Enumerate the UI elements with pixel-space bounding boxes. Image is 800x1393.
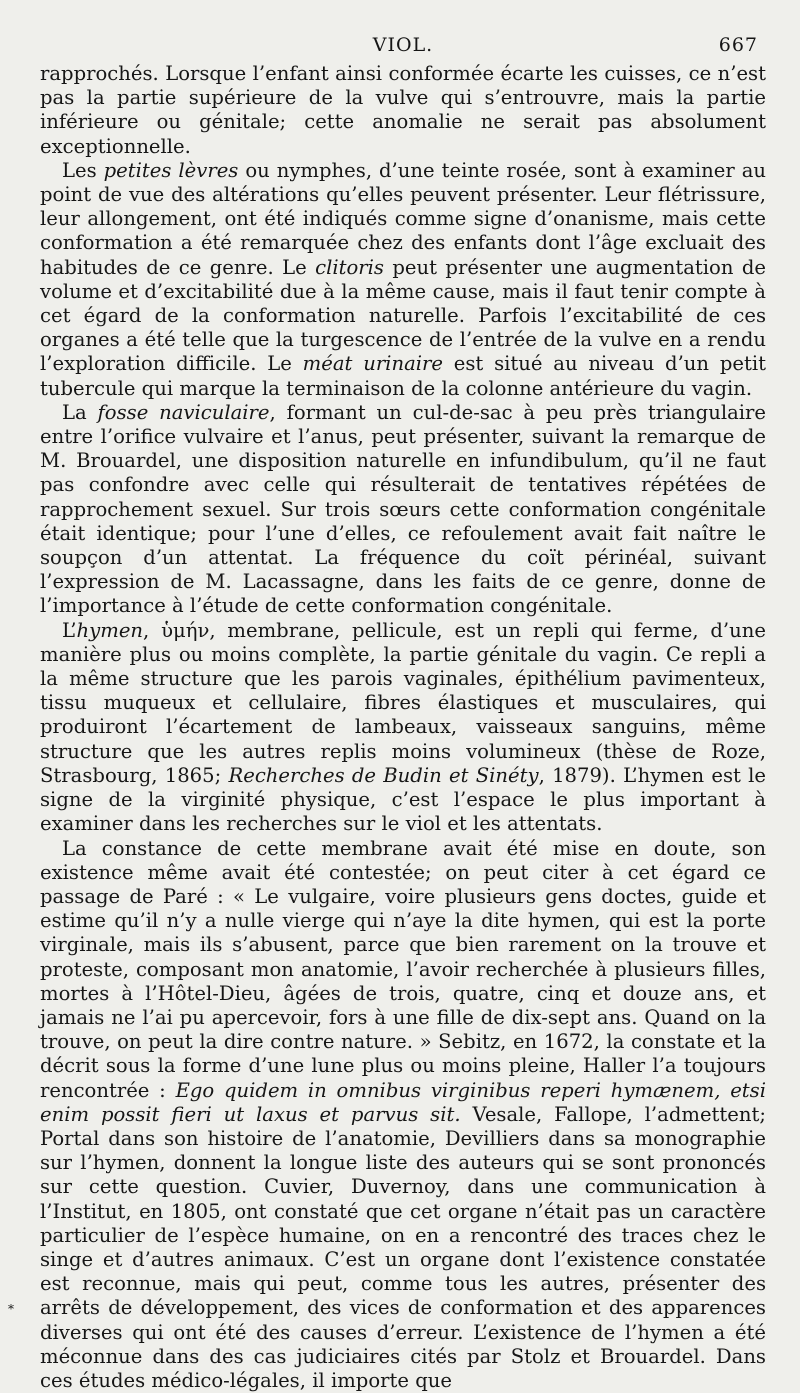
asterisk-mark: * (8, 1302, 14, 1316)
page-number: 667 (719, 34, 758, 56)
italic-term: méat urinaire (303, 352, 443, 375)
running-title: VIOL. (40, 34, 766, 56)
italic-term: Ego quidem in omnibus virginibus reperi hymænem, etsi enim possit fieri ut laxus et parvus sit. (40, 1079, 766, 1126)
text-run: La constance de cette membrane avait été mise en doute, son existence même avait été contestée; on peut citer à cet égard ce passage de Paré : « Le vulgaire, voire plusieurs gens doctes, guide et estime qu’il n’y a nulle vierge qui n’aye la dite hymen, qui est la porte virginale, mais ils s’abusent, parce que bien rarement on la trouve et proteste, composant mon anatomie, l’avoir recherchée à plusieurs filles, mortes à l’Hôtel-Dieu, âgées de trois, quatre, cinq et douze ans, et jamais ne l’ai pu apercevoir, fors à une fille de dix-sept ans. Quand on la trouve, on peut la dire contre nature. » Sebitz, en 1672, la constate et la décrit sous la forme d’une lune plus ou moins pleine, Haller l’a toujours rencontrée : (40, 837, 766, 1102)
paragraph-constance (40, 837, 766, 1393)
paragraph-fosse-naviculaire (40, 401, 766, 619)
text-run: est situé au niveau d’un petit tubercule qui marque la terminaison de la colonne antérieure du vagin. (40, 352, 766, 399)
text-run: Les (62, 159, 104, 182)
italic-term: Recherches de Budin et Sinéty (228, 764, 538, 787)
paragraph-petites-levres (40, 159, 766, 401)
text-run: , formant un cul-de-sac à peu près triangulaire entre l’orifice vulvaire et l’anus, peut présenter, suivant la remarque de M. Brouardel, une disposition naturelle en infundibulum, qu’il ne faut pas confondre avec celle qui résulterait de tentatives répétées de rapprochement sexuel. Sur trois sœurs cette conformation congénitale était identique; pour l’une d’elles, ce refoulement avait fait naître le soupçon d’un attentat. La fréquence du coït périnéal, suivant l’expression de M. Lacassagne, dans les faits de ce genre, donne de l’importance à l’étude de cette conformation congénitale. (40, 401, 766, 618)
body-text (40, 62, 766, 1393)
paragraph-hymen (40, 619, 766, 837)
paragraph-continued (40, 62, 766, 159)
text-run: L’ (62, 619, 77, 642)
italic-term: hymen (77, 619, 143, 642)
text-run: rapprochés. Lorsque l’enfant ainsi conformée écarte les cuisses, ce n’est pas la partie supérieure de la vulve qui s’entrouvre, mais la partie inférieure ou génitale; cette anomalie ne serait pas absolument exceptionnelle. (40, 62, 766, 158)
text-run: La (62, 401, 98, 424)
italic-term: fosse naviculaire (98, 401, 270, 424)
italic-term: petites lèvres (104, 159, 239, 182)
page-header (40, 30, 766, 62)
text-run: peut présenter une augmentation de volume et d’excitabilité due à la même cause, mais il faut tenir compte à cet égard de la conformation naturelle. Parfois l’excitabilité de ces organes a été telle que la turgescence de l’entrée de la vulve en a rendu l’exploration difficile. Le (40, 256, 766, 376)
text-run: , ὑμήν, membrane, pellicule, est un repli qui ferme, d’une manière plus ou moins complète, la partie génitale du vagin. Ce repli a la même structure que les parois vaginales, épithélium pavimenteux, tissu muqueux et cellulaire, fibres élastiques et musculaires, qui produiront l’écartement de lambeaux, vaisseaux sanguins, même structure que les autres replis moins volumineux (thèse de Roze, Strasbourg, 1865; (40, 619, 766, 787)
text-run: , 1879). L’hymen est le signe de la virginité physique, c’est l’espace le plus important à examiner dans les recherches sur le viol et les attentats. (40, 764, 766, 835)
italic-term: clitoris (315, 256, 384, 279)
text-run: ou nymphes, d’une teinte rosée, sont à examiner au point de vue des altérations qu’elles peuvent présenter. Leur flétrissure, leur allongement, ont été indiqués comme signe d’onanisme, mais cette conformation a été remarquée chez des enfants dont l’âge excluait des habitudes de ce genre. Le (40, 159, 766, 279)
text-run: Vesale, Fallope, l’admettent; Portal dans son histoire de l’anatomie, Devilliers dans sa monographie sur l’hymen, donnent la longue liste des auteurs qui se sont prononcés sur cette question. Cuvier, Duvernoy, dans une communication à l’Institut, en 1805, ont constaté que cet organe n’était pas un caractère particulier de l’espèce humaine, on en a rencontré des traces chez le singe et d’autres animaux. C’est un organe dont l’existence constatée est reconnue, mais qui peut, comme tous les autres, présenter des arrêts de développement, des vices de conformation et des apparences diverses qui ont été des causes d’erreur. L’existence de l’hymen a été méconnue dans des cas judiciaires cités par Stolz et Brouardel. Dans ces études médico-légales, il importe que (40, 1103, 766, 1392)
